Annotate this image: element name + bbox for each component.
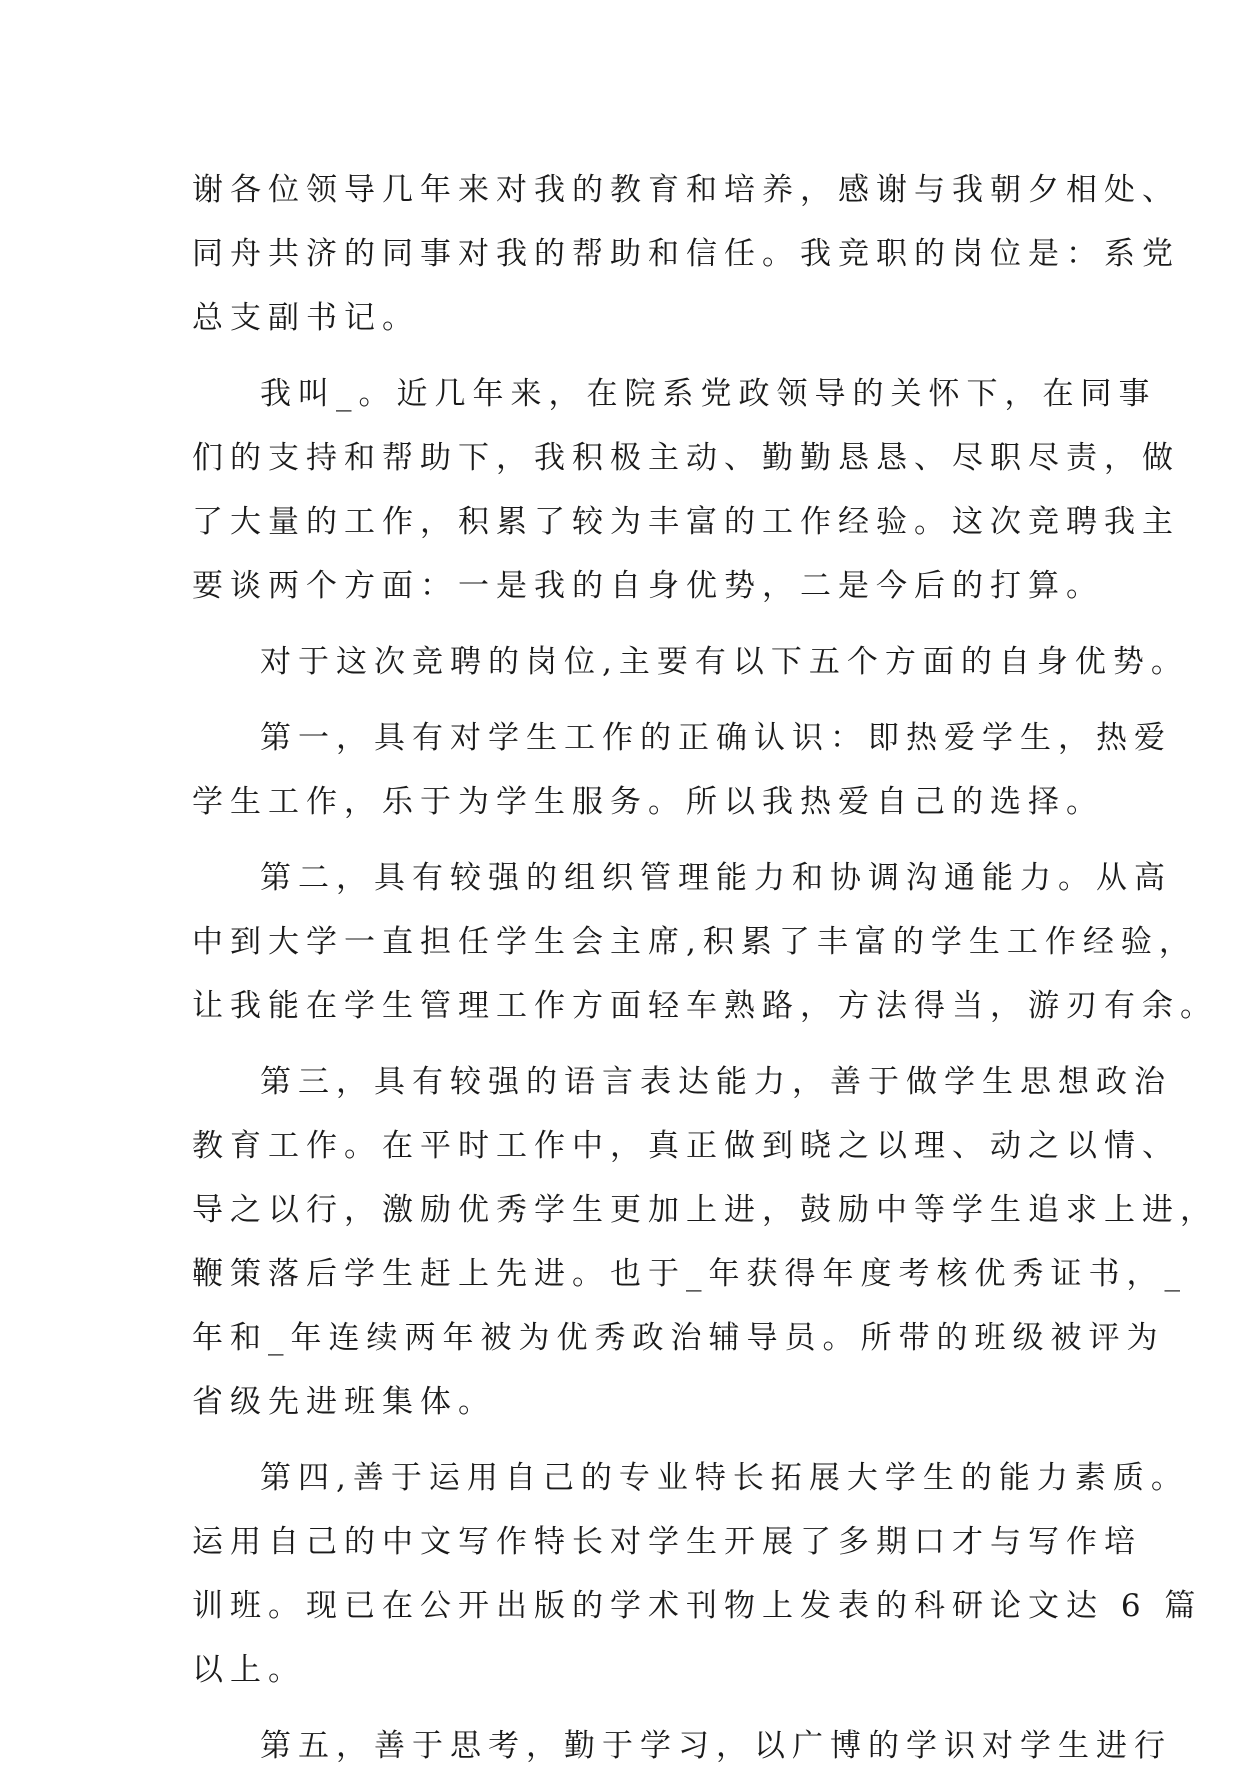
paragraph-line: 以上。 xyxy=(192,1652,306,1688)
paragraph-line: 年和_年连续两年被为优秀政治辅导员。所带的班级被评为 xyxy=(192,1320,1165,1356)
paragraph-line: 第四,善于运用自己的专业特长拓展大学生的能力素质。 xyxy=(260,1460,1189,1496)
paragraph-line: 鞭策落后学生赶上先进。也于_年获得年度考核优秀证书，_ xyxy=(192,1256,1187,1292)
paragraph-line: 第五，善于思考，勤于学习，以广博的学识对学生进行 xyxy=(260,1728,1172,1764)
paragraph-line: 同舟共济的同事对我的帮助和信任。我竞职的岗位是：系党 xyxy=(192,236,1180,272)
paragraph-line: 省级先进班集体。 xyxy=(192,1384,496,1420)
paragraph-line: 训班。现已在公开出版的学术刊物上发表的科研论文达 6 篇 xyxy=(192,1588,1203,1624)
paragraph-line: 教育工作。在平时工作中，真正做到晓之以理、动之以情、 xyxy=(192,1128,1180,1164)
paragraph-line: 第三，具有较强的语言表达能力，善于做学生思想政治 xyxy=(260,1064,1172,1100)
paragraph-line: 我叫_。近几年来，在院系党政领导的关怀下，在同事 xyxy=(260,376,1157,412)
paragraph-line: 运用自己的中文写作特长对学生开展了多期口才与写作培 xyxy=(192,1524,1142,1560)
paragraph-line: 第二，具有较强的组织管理能力和协调沟通能力。从高 xyxy=(260,860,1172,896)
paragraph-line: 中到大学一直担任学生会主席,积累了丰富的学生工作经验， xyxy=(192,924,1197,960)
paragraph-line: 了大量的工作，积累了较为丰富的工作经验。这次竞聘我主 xyxy=(192,504,1180,540)
paragraph-line: 总支副书记。 xyxy=(192,300,420,336)
paragraph-line: 对于这次竞聘的岗位,主要有以下五个方面的自身优势。 xyxy=(260,644,1189,680)
paragraph-line: 要谈两个方面：一是我的自身优势，二是今后的打算。 xyxy=(192,568,1104,604)
paragraph-line: 让我能在学生管理工作方面轻车熟路，方法得当，游刃有余。 xyxy=(192,988,1218,1024)
document-body xyxy=(192,158,1218,1778)
paragraph-line: 第一，具有对学生工作的正确认识：即热爱学生，热爱 xyxy=(260,720,1172,756)
paragraph-line: 们的支持和帮助下，我积极主动、勤勤恳恳、尽职尽责，做 xyxy=(192,440,1180,476)
paragraph-line: 导之以行，激励优秀学生更加上进，鼓励中等学生追求上进， xyxy=(192,1192,1218,1228)
paragraph-line: 学生工作，乐于为学生服务。所以我热爱自己的选择。 xyxy=(192,784,1104,820)
paragraph-line: 谢各位领导几年来对我的教育和培养，感谢与我朝夕相处、 xyxy=(192,172,1180,208)
